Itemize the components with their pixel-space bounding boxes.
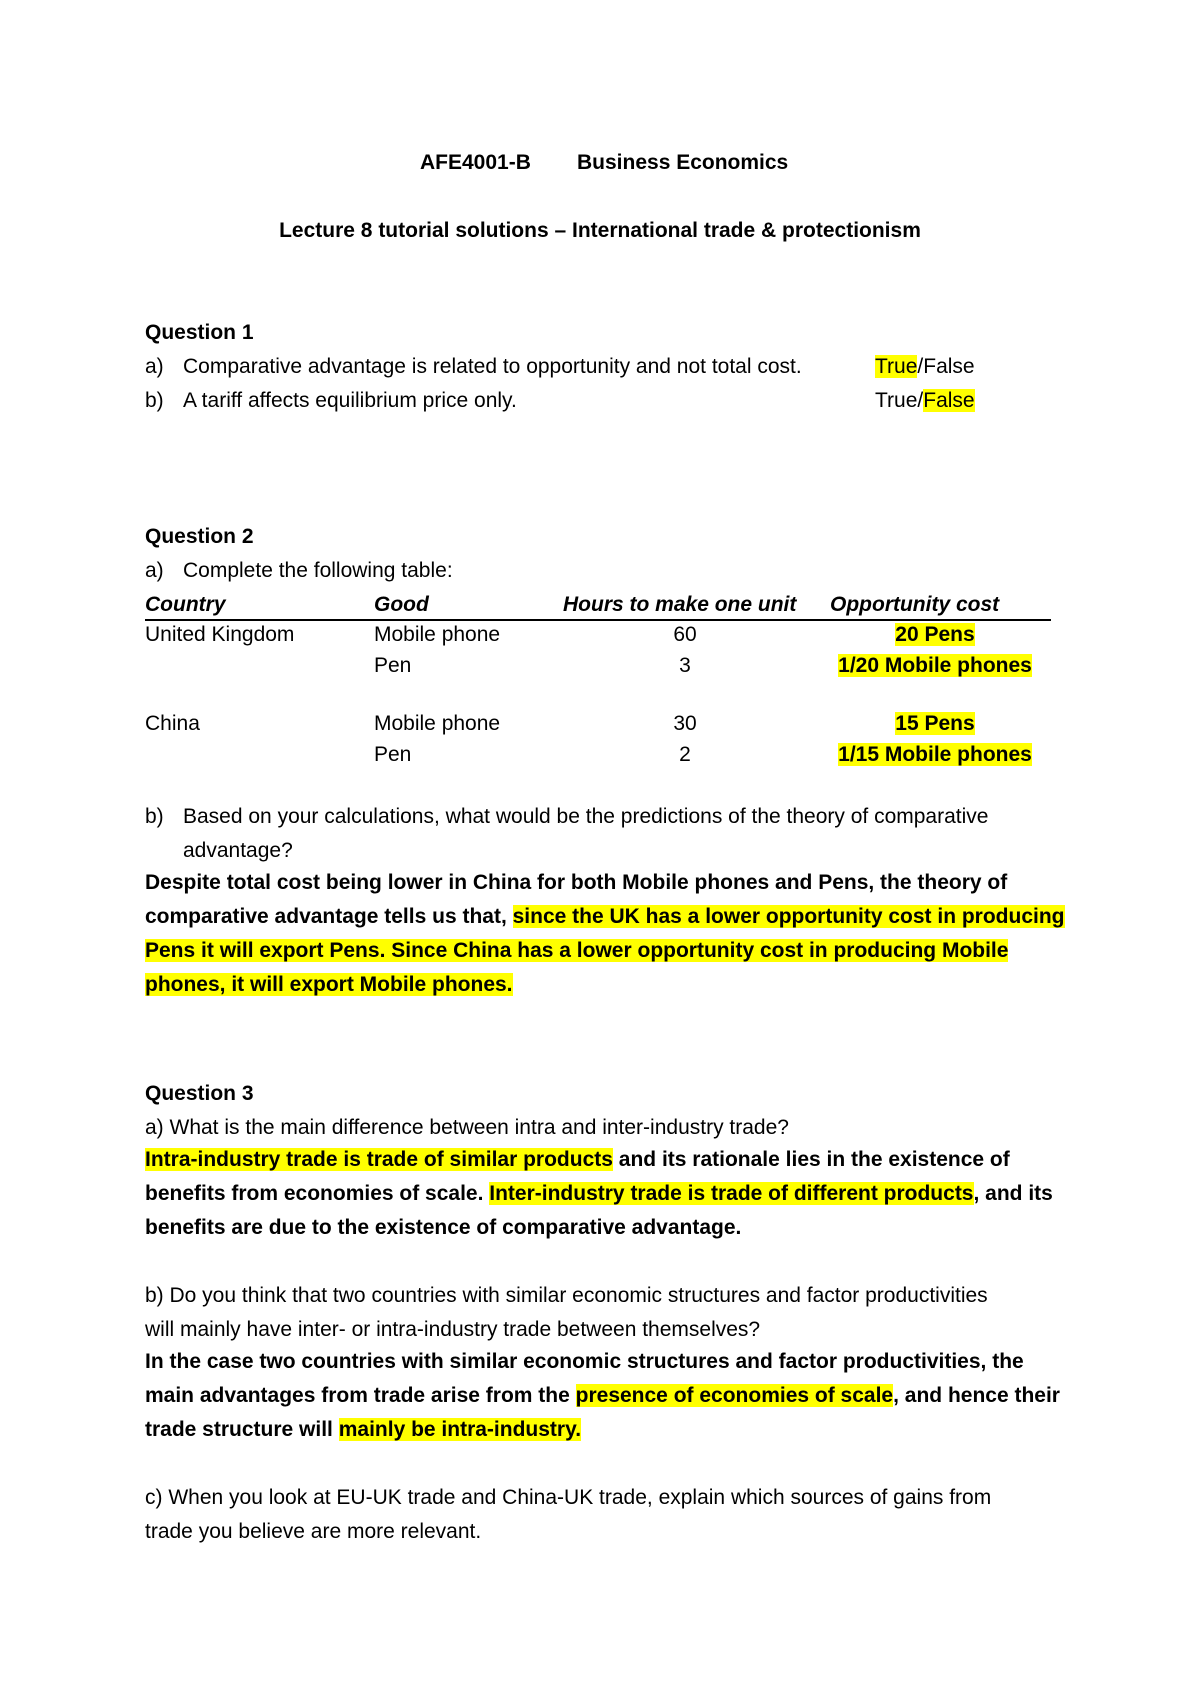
table-row-4-opp: 1/15 Mobile phones [838,743,1032,766]
q1b-false: False [923,389,975,412]
table-row-1-opp: 20 Pens [895,623,975,646]
q3c-line2: trade you believe are more relevant. [145,1520,482,1543]
table-row-1-country: United Kingdom [145,623,295,646]
q1b-marker: b) [145,389,164,412]
table-row-1-good: Mobile phone [374,623,501,646]
course-code: AFE4001-B [420,151,531,174]
q3b-line1: b) Do you think that two countries with similar economic structures and factor productivities [145,1284,988,1307]
q1b-true: True [875,389,918,412]
q3c-line1: c) When you look at EU-UK trade and China-UK trade, explain which sources of gains from [145,1486,992,1509]
table-row-3-hours: 30 [673,712,697,735]
q2a-marker: a) [145,559,164,582]
q2b-answer: Despite total cost being lower in China for both Mobile phones and Pens, the theory of comparative advantage tells us that, since the UK has a lower opportunity cost in producing Pens it will export Pens. Since China has a lower opportunity cost in producing Mobile phones, it will export Mobile phones. [145,871,1065,996]
table-header-opportunity-cost: Opportunity cost [830,593,1000,616]
q2-heading: Question 2 [145,525,254,548]
table-row-2-hours: 3 [679,654,691,677]
table-row-3-good: Mobile phone [374,712,501,735]
q3a-question: a) What is the main difference between intra and inter-industry trade? [145,1116,789,1139]
q1a-text: Comparative advantage is related to opportunity and not total cost. [183,355,802,378]
q3b-answer: In the case two countries with similar economic structures and factor productivities, the main advantages from trade arise from the presence of economies of scale, and hence their trade structure will mainly be intra-industry. [145,1350,1060,1441]
q1a-false: False [923,355,975,378]
q1b-text: A tariff affects equilibrium price only. [183,389,517,412]
table-header-hours: Hours to make one unit [563,593,797,616]
table-row-4-good: Pen [374,743,412,766]
table-header-good: Good [374,593,429,616]
course-name: Business Economics [577,151,789,174]
table-row-1-hours: 60 [673,623,697,646]
q2b-line2: advantage? [183,839,293,862]
table-header-country: Country [145,593,226,616]
q3b-line2: will mainly have inter- or intra-industry trade between themselves? [145,1318,761,1341]
q1a-marker: a) [145,355,164,378]
q1b-answer: True/False [875,389,975,412]
q1a-true: True [875,355,918,378]
q2a-text: Complete the following table: [183,559,453,582]
q2b-line1: Based on your calculations, what would be the predictions of the theory of comparative [183,805,989,828]
page-subtitle: Lecture 8 tutorial solutions – International trade & protectionism [279,219,921,242]
q2b-marker: b) [145,805,164,828]
table-row-3-opp: 15 Pens [895,712,975,735]
q3-heading: Question 3 [145,1082,254,1105]
q3a-answer: Intra-industry trade is trade of similar products and its rationale lies in the existence of benefits from economies of scale. Inter-industry trade is trade of different products, and its benefits are due to the existence of comparative advantage. [145,1148,1053,1239]
q1-heading: Question 1 [145,321,254,344]
table-header-rule [145,619,1051,621]
table-row-2-good: Pen [374,654,412,677]
table-row-4-hours: 2 [679,743,691,766]
table-row-3-country: China [145,712,200,735]
q1a-answer: True/False [875,355,975,378]
table-row-2-opp: 1/20 Mobile phones [838,654,1032,677]
